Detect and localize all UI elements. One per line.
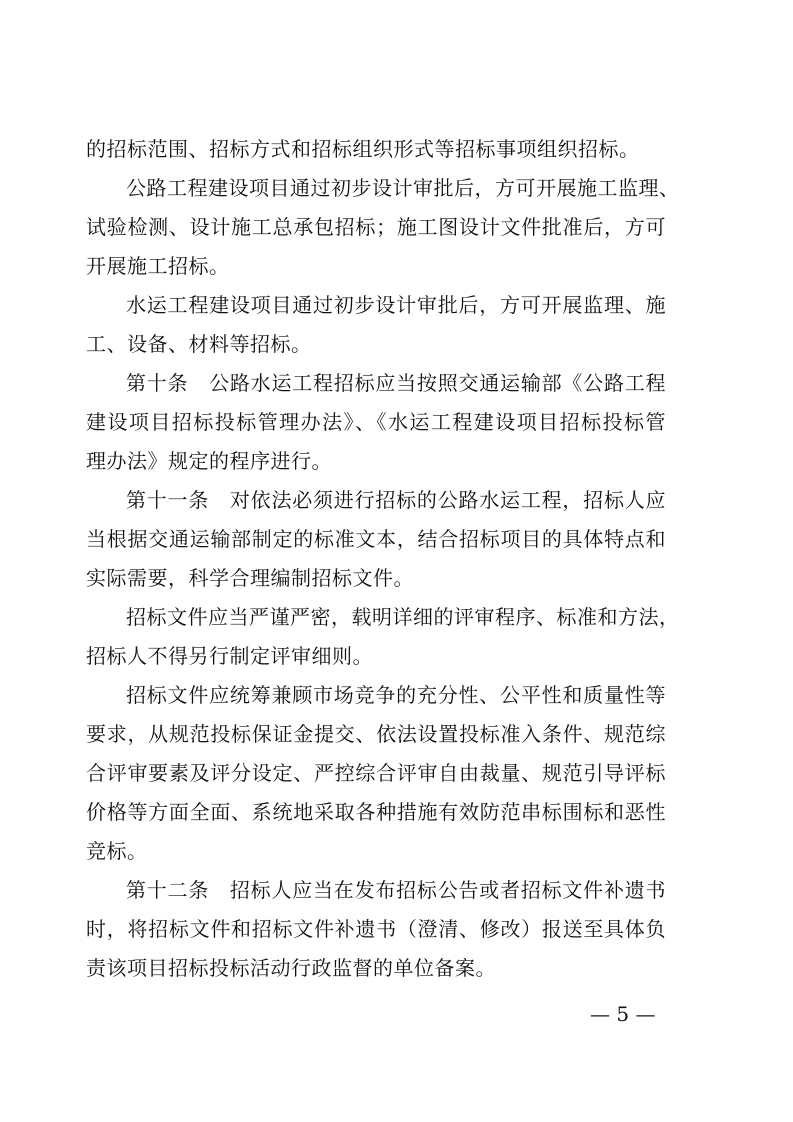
text-line: 合评审要素及评分设定、严控综合评审自由裁量、规范引导评标 — [86, 761, 666, 785]
text-line: 建设项目招标投标管理办法》、《水运工程建设项目招标投标管 — [86, 410, 666, 434]
text-line: 第十二条 招标人应当在发布招标公告或者招标文件补遗书 — [126, 878, 666, 902]
text-line: 工、设备、材料等招标。 — [86, 332, 312, 356]
text-line: 当根据交通运输部制定的标准文本，结合招标项目的具体特点和 — [86, 527, 666, 551]
text-line: 实际需要，科学合理编制招标文件。 — [86, 566, 414, 590]
text-line: 招标文件应当严谨严密，载明详细的评审程序、标准和方法， — [126, 605, 680, 629]
text-line: 要求，从规范投标保证金提交、依法设置投标准入条件、规范综 — [86, 722, 666, 746]
body-text — [86, 130, 680, 988]
text-line: 第十一条 对依法必须进行招标的公路水运工程，招标人应 — [126, 488, 666, 512]
text-line: 第十条 公路水运工程招标应当按照交通运输部《公路工程 — [126, 371, 666, 395]
text-line: 理办法》规定的程序进行。 — [86, 449, 332, 473]
text-line: 竞标。 — [86, 839, 148, 863]
text-line: 试验检测、设计施工总承包招标；施工图设计文件批准后，方可 — [86, 215, 666, 239]
text-line: 时，将招标文件和招标文件补遗书（澄清、修改）报送至具体负 — [86, 917, 666, 941]
text-line: 责该项目招标投标活动行政监督的单位备案。 — [86, 956, 496, 980]
text-line: 的招标范围、招标方式和招标组织形式等招标事项组织招标。 — [86, 137, 640, 161]
page-number: — 5 — — [590, 1002, 656, 1026]
text-line: 水运工程建设项目通过初步设计审批后，方可开展监理、施 — [126, 293, 666, 317]
text-line: 公路工程建设项目通过初步设计审批后，方可开展施工监理、 — [126, 176, 680, 200]
text-line: 招标文件应统筹兼顾市场竞争的充分性、公平性和质量性等 — [126, 683, 666, 707]
text-line: 价格等方面全面、系统地采取各种措施有效防范串标围标和恶性 — [86, 800, 666, 824]
text-line: 开展施工招标。 — [86, 254, 230, 278]
text-line: 招标人不得另行制定评审细则。 — [86, 644, 373, 668]
